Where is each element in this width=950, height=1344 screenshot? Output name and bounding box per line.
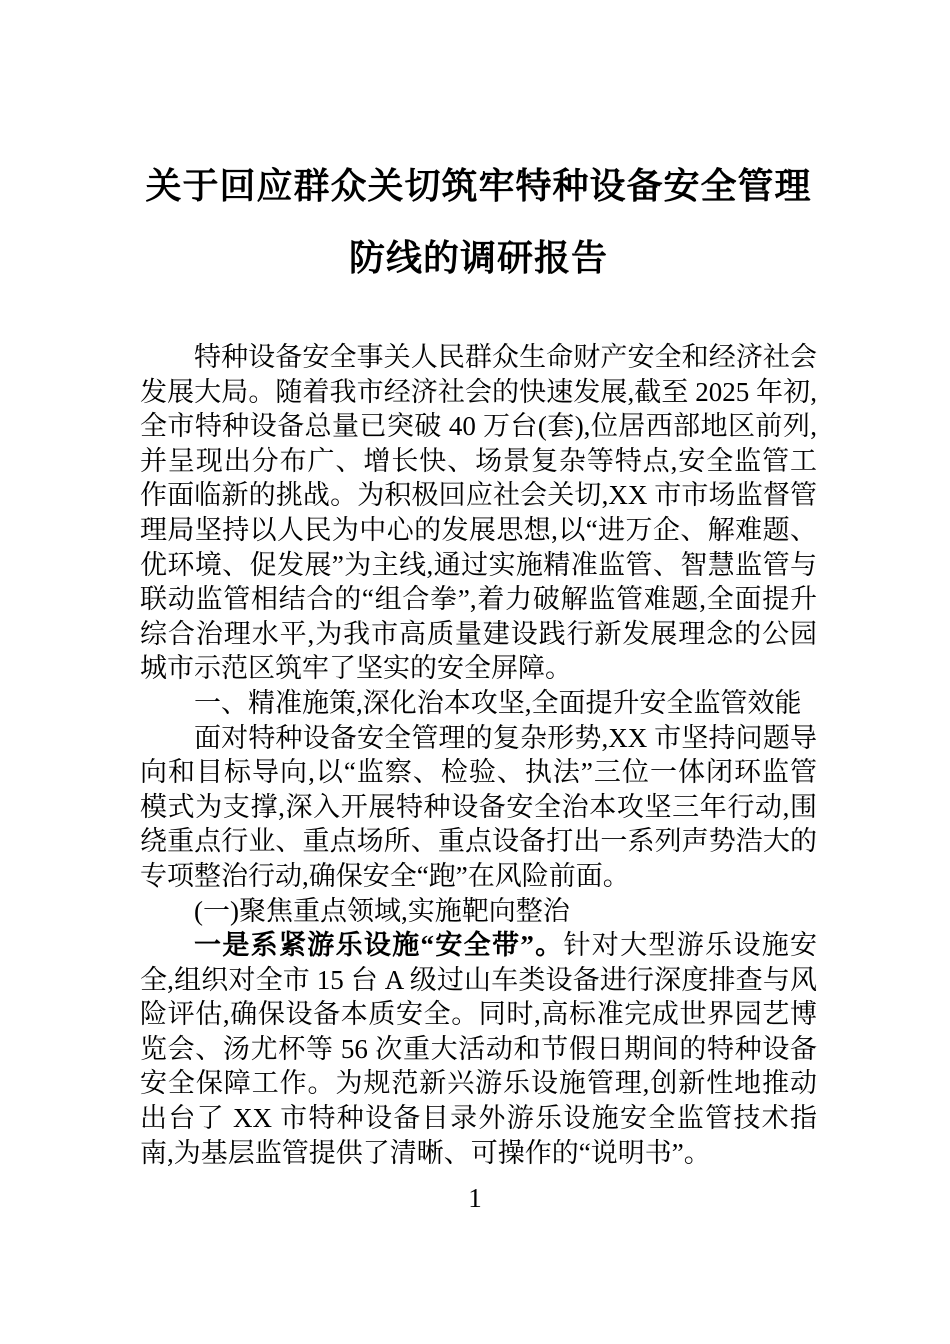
page-number: 1 — [468, 1183, 482, 1213]
document-body — [140, 340, 817, 1170]
document-title — [140, 150, 817, 294]
paragraph-section-1: 面对特种设备安全管理的复杂形势,XX 市坚持问题导向和目标导向,以“监察、检验、执法”三位一体闭环监管模式为支撑,深入开展特种设备安全治本攻坚三年行动,围绕重点行业、重点场所、重点设备打出一系列声势浩大的专项整治行动,确保安全“跑”在风险前面。 — [140, 722, 817, 891]
document-content — [140, 0, 817, 1170]
paragraph-point-1 — [140, 928, 817, 1170]
title-line-2: 防线的调研报告 — [348, 238, 608, 278]
paragraph-point-1-body: 针对大型游乐设施安全,组织对全市 15 台 A 级过山车类设备进行深度排查与风险评估,确保设备本质安全。同时,高标准完成世界园艺博览会、汤尤杯等 56 次重大活动和节假日期间的特种设备安全保障工作。为规范新兴游乐设施管理,创新性地推动出台了 XX 市特种设备目录外游乐设施安全监管技术指南,为基层监管提供了清晰、可操作的“说明书”。 — [140, 930, 818, 1168]
subsection-heading-1: (一)聚焦重点领域,实施靶向整治 — [194, 895, 570, 926]
paragraph-intro: 特种设备安全事关人民群众生命财产安全和经济社会发展大局。随着我市经济社会的快速发展,截至 2025 年初,全市特种设备总量已突破 40 万台(套),位居西部地区前列,并呈现出分布广、增长快、场景复杂等特点,安全监管工作面临新的挑战。为积极回应社会关切,XX 市市场监督管理局坚持以人民为中心的发展思想,以“进万企、解难题、优环境、促发展”为主线,通过实施精准监管、智慧监管与联动监管相结合的“组合拳”,着力破解监管难题,全面提升综合治理水平,为我市高质量建设践行新发展理念的公园城市示范区筑牢了坚实的安全屏障。 — [140, 342, 817, 684]
section-heading-1: 一、精准施策,深化治本攻坚,全面提升安全监管效能 — [194, 687, 802, 718]
title-line-1: 关于回应群众关切筑牢特种设备安全管理 — [145, 166, 812, 206]
paragraph-point-1-bold-lead: 一是系紧游乐设施“安全带”。 — [194, 930, 564, 961]
